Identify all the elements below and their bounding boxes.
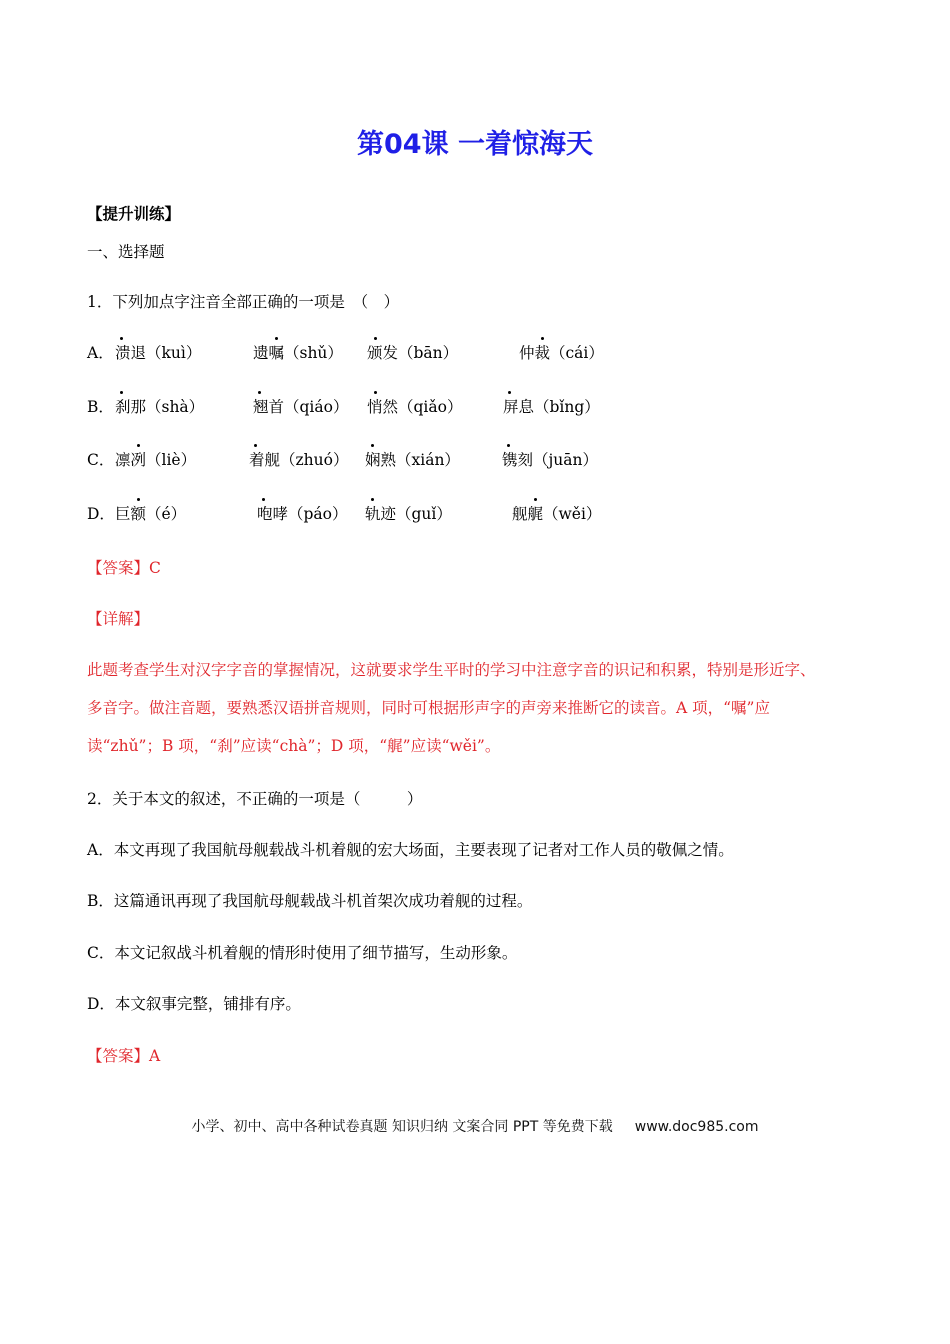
option-item: 颁发（bān） <box>367 344 459 362</box>
option-item: 巨额（é） <box>115 505 187 523</box>
q2-answer: 【答案】A <box>87 1047 161 1065</box>
emphasis-dot <box>374 391 377 394</box>
q1-option-b <box>87 395 787 419</box>
q1-detail-line: 此题考查学生对汉字字音的掌握情况，这就要求学生平时的学习中注意字音的识记和积累，特别是形近字、 <box>87 661 816 679</box>
q1-detail-label: 【详解】 <box>87 610 150 628</box>
q1-option-a <box>87 341 787 365</box>
q2-option-b: B．这篇通讯再现了我国航母舰载战斗机首架次成功着舰的过程。 <box>87 892 533 910</box>
footer-text: 小学、初中、高中各种试卷真题 知识归纳 文案合同 PPT 等免费下载 <box>191 1119 613 1135</box>
emphasis-dot <box>508 391 511 394</box>
question-2-stem: 2．关于本文的叙述，不正确的一项是（ ） <box>87 790 423 808</box>
option-item: 翘首（qiáo） <box>253 398 349 416</box>
emphasis-dot <box>371 498 374 501</box>
option-item: 溃退（kuì） <box>115 344 202 362</box>
q2-option-a: A．本文再现了我国航母舰载战斗机着舰的宏大场面，主要表现了记者对工作人员的敬佩之情。 <box>87 841 734 859</box>
option-item: 娴熟（xián） <box>365 451 460 469</box>
emphasis-dot <box>137 498 140 501</box>
option-item: 屏息（bǐng） <box>503 398 600 416</box>
option-item: 着舰（zhuó） <box>249 451 349 469</box>
q1-detail-line: 多音字。做注音题，要熟悉汉语拼音规则，同时可根据形声字的声旁来推断它的读音。A 项，“嘱”应 <box>87 699 770 717</box>
option-item: 咆哮（páo） <box>257 505 348 523</box>
emphasis-dot <box>541 337 544 340</box>
emphasis-dot <box>275 337 278 340</box>
page-footer <box>0 1116 950 1136</box>
emphasis-dot <box>371 444 374 447</box>
emphasis-dot <box>120 391 123 394</box>
option-item: 悄然（qiǎo） <box>367 398 463 416</box>
emphasis-dot <box>120 337 123 340</box>
option-label: A． <box>87 344 114 362</box>
option-label: D． <box>87 505 115 523</box>
footer-url[interactable]: www.doc985.com <box>634 1119 759 1135</box>
emphasis-dot <box>258 391 261 394</box>
option-item: 镌刻（juān） <box>502 451 599 469</box>
option-label: B． <box>87 398 114 416</box>
page-title: 第04课 一着惊海天 <box>357 129 593 160</box>
option-item: 仲裁（cái） <box>519 344 604 362</box>
section-type: 一、选择题 <box>87 243 165 261</box>
option-item: 刹那（shà） <box>115 398 205 416</box>
option-item: 遗嘱（shǔ） <box>253 344 343 362</box>
emphasis-dot <box>262 498 265 501</box>
option-item: 凛冽（liè） <box>115 451 197 469</box>
option-item: 舰艉（wěi） <box>512 505 602 523</box>
q1-answer: 【答案】C <box>87 559 161 577</box>
q2-option-c: C．本文记叙战斗机着舰的情形时使用了细节描写，生动形象。 <box>87 944 518 962</box>
emphasis-dot <box>137 444 140 447</box>
q1-detail-line: 读“zhǔ”；B 项，“刹”应读“chà”；D 项，“艉”应读“wěi”。 <box>87 737 501 755</box>
q1-option-d <box>87 502 787 526</box>
q2-option-d: D．本文叙事完整，铺排有序。 <box>87 995 301 1013</box>
question-1-stem: 1．下列加点字注音全部正确的一项是 （ ） <box>87 293 400 311</box>
emphasis-dot <box>374 337 377 340</box>
section-header: 【提升训练】 <box>87 204 181 223</box>
option-label: C． <box>87 451 115 469</box>
emphasis-dot <box>534 498 537 501</box>
option-item: 轨迹（guǐ） <box>365 505 452 523</box>
emphasis-dot <box>507 444 510 447</box>
emphasis-dot <box>254 444 257 447</box>
q1-option-c <box>87 448 787 472</box>
